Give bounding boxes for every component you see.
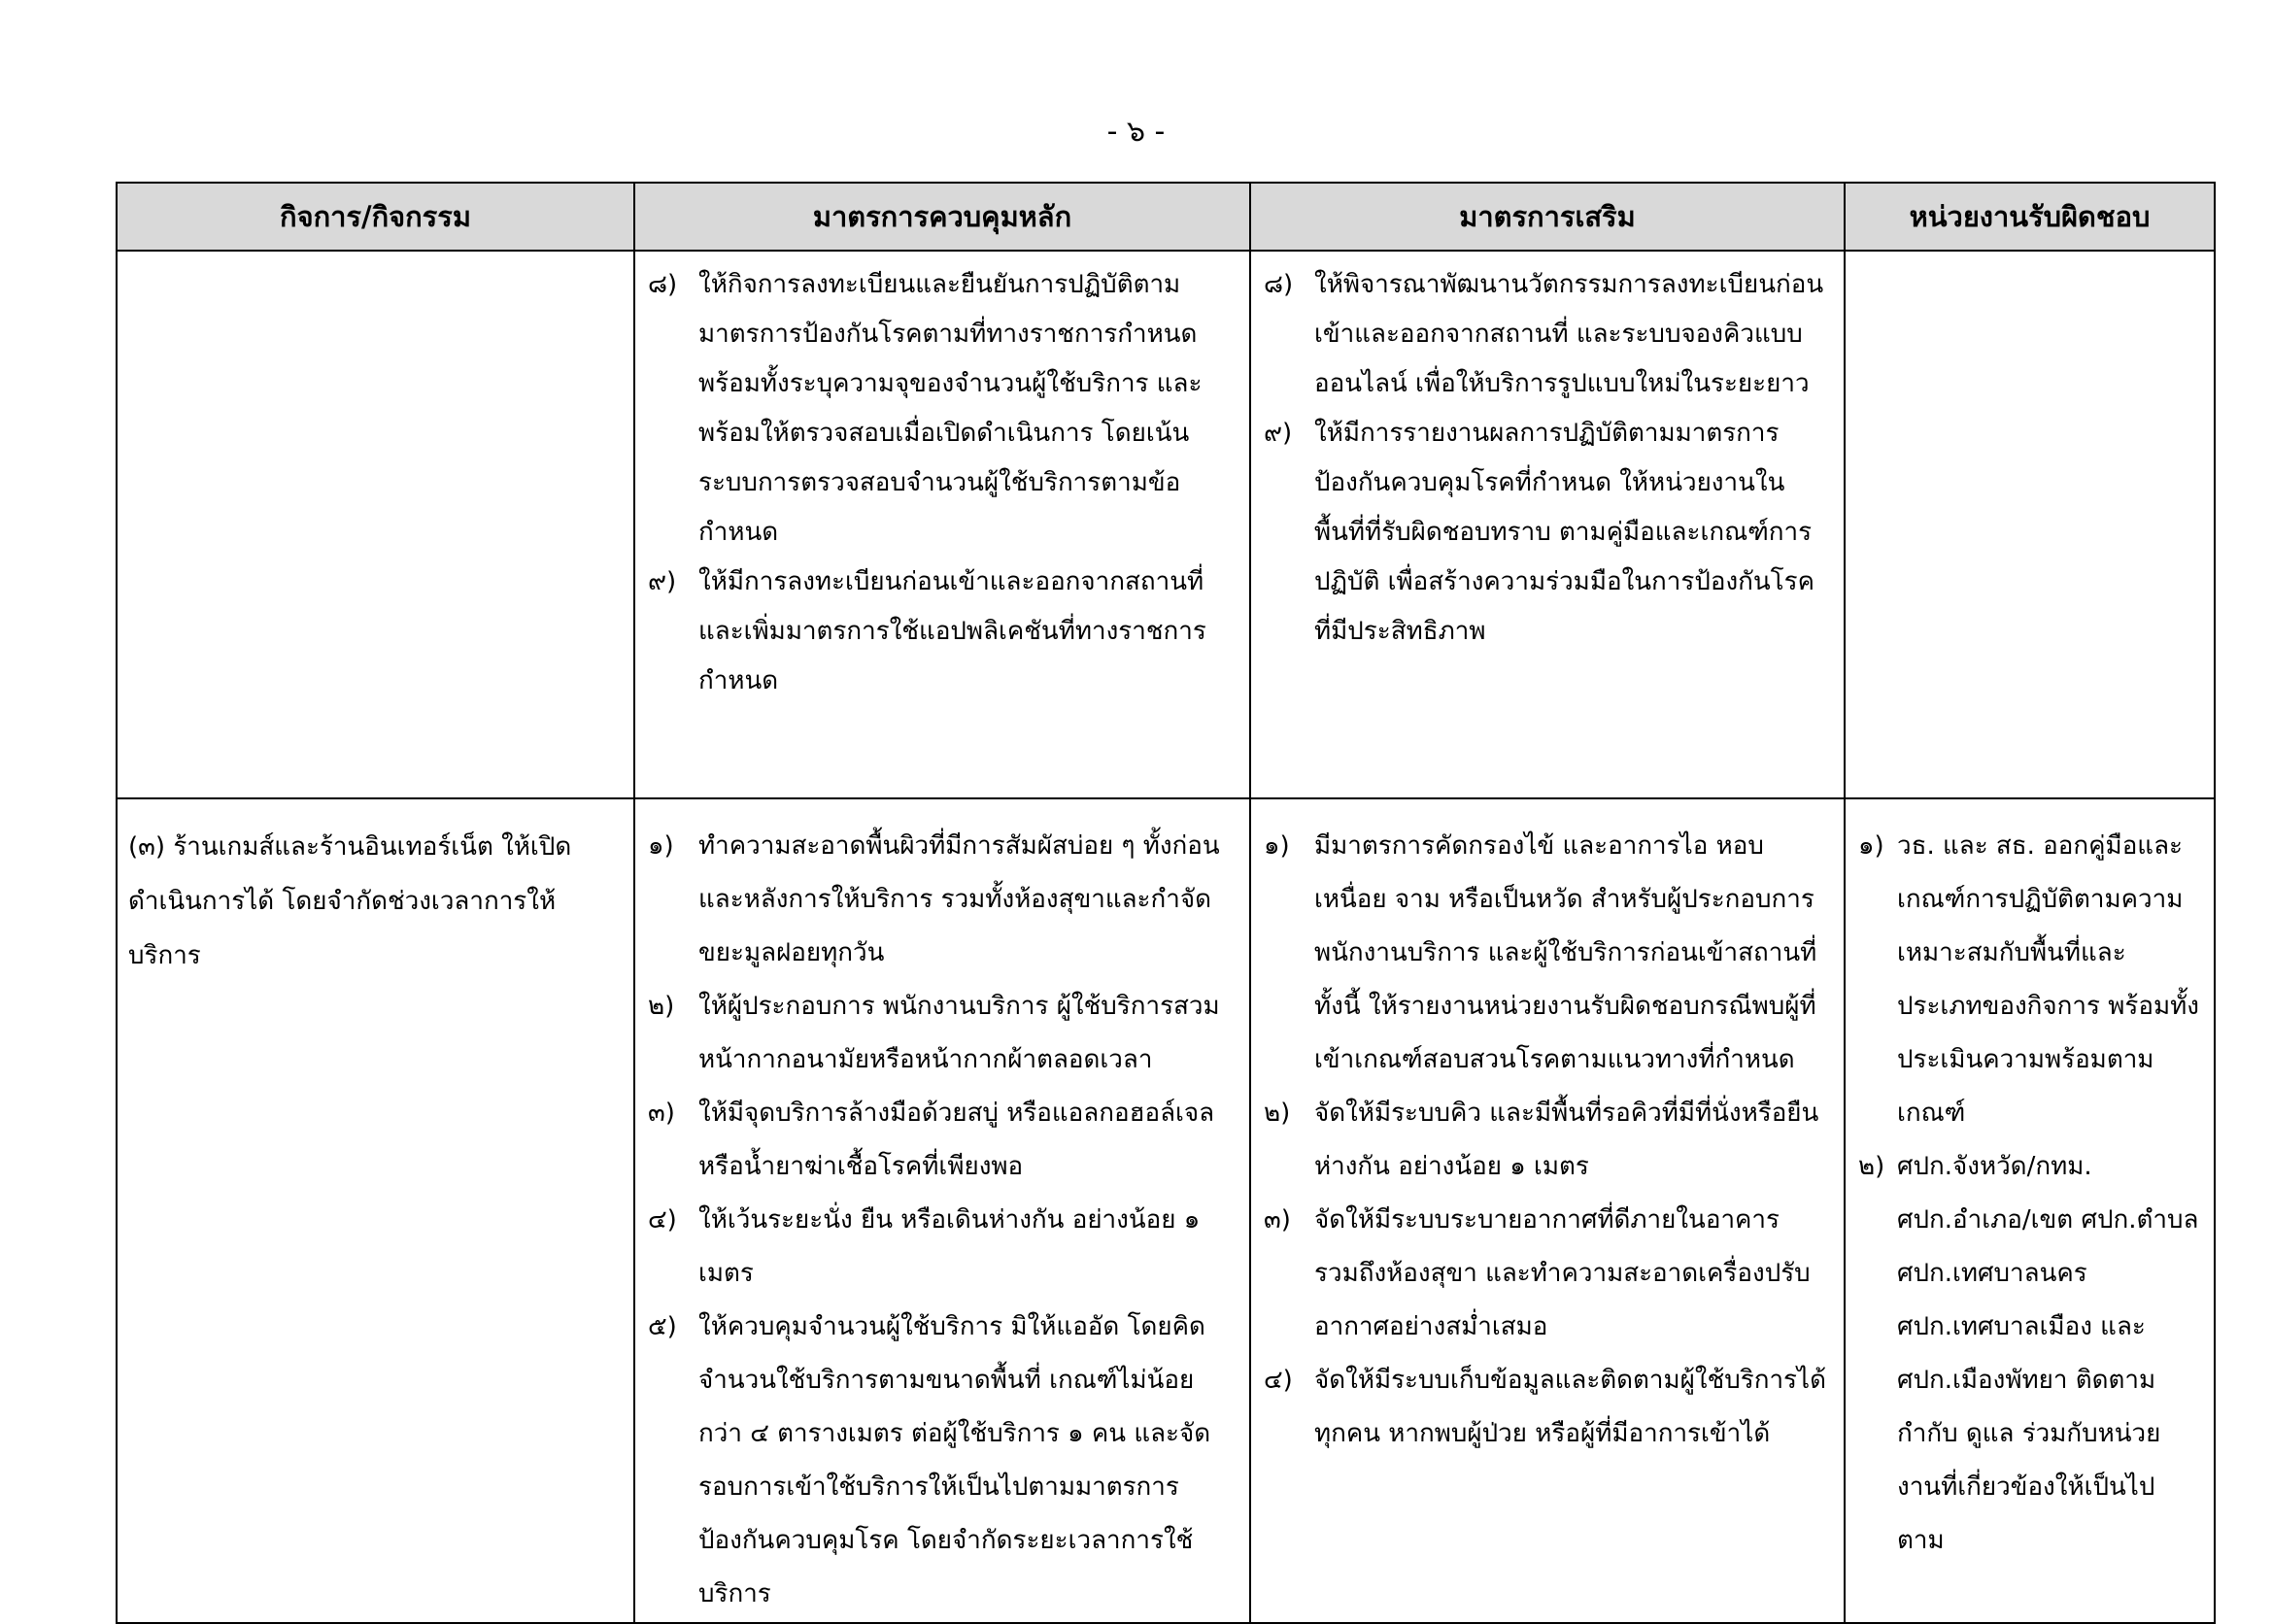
table-row xyxy=(117,798,2215,1623)
activity-text: (๓) ร้านเกมส์และร้านอินเทอร์เน็ต ให้เปิดดำเนินการได้ โดยจำกัดช่วงเวลาการให้บริการ xyxy=(128,832,572,970)
table-row xyxy=(117,251,2215,798)
list-item: ๓) ให้มีจุดบริการล้างมือด้วยสบู่ หรือแอลกอฮอล์เจลหรือน้ำยาฆ่าเชื้อโรคที่เพียงพอ xyxy=(648,1099,1215,1181)
list-item: ๘) ให้พิจารณาพัฒนานวัตกรรมการลงทะเบียนก่อนเข้าและออกจากสถานที่ และระบบจองคิวแบบออนไลน์ เพื่อให้บริการรูปแบบใหม่ในระยะยาว xyxy=(1264,270,1824,398)
list-item: ๒) ศปก.จังหวัด/กทม. ศปก.อำเภอ/เขต ศปก.ตำบล ศปก.เทศบาลนคร ศปก.เทศบาลเมือง และ ศปก.เมืองพัทยา ติดตาม กำกับ ดูแล ร่วมกับหน่วยงานที่เกี่ยวข้องให้เป็นไปตาม xyxy=(1858,1152,2199,1555)
responsible-cell xyxy=(1845,798,2215,1623)
measures-table xyxy=(116,182,2216,1624)
responsible-cell xyxy=(1845,251,2215,798)
list-item: ๓) จัดให้มีระบบระบายอากาศที่ดีภายในอาคาร รวมถึงห้องสุขา และทำความสะอาดเครื่องปรับอากาศอย่างสม่ำเสมอ xyxy=(1264,1205,1811,1341)
activity-cell xyxy=(117,251,634,798)
list-item: ๕) ให้ควบคุมจำนวนผู้ใช้บริการ มิให้แออัด โดยคิดจำนวนใช้บริการตามขนาดพื้นที่ เกณฑ์ไม่น้อยกว่า ๔ ตารางเมตร ต่อผู้ใช้บริการ ๑ คน และจัดรอบการเข้าใช้บริการให้เป็นไปตามมาตรการป้องกันควบคุมโรค โดยจำกัดระยะเวลาการใช้บริการ xyxy=(648,1312,1211,1608)
activity-cell xyxy=(117,798,634,1623)
extra-measures-cell xyxy=(1250,798,1845,1623)
header-activity: กิจการ/กิจกรรม xyxy=(117,183,634,251)
list-item: ๒) จัดให้มีระบบคิว และมีพื้นที่รอคิวที่มีที่นั่งหรือยืนห่างกัน อย่างน้อย ๑ เมตร xyxy=(1264,1099,1819,1181)
header-main-measures: มาตรการควบคุมหลัก xyxy=(634,183,1250,251)
main-measures-cell xyxy=(634,251,1250,798)
header-responsible: หน่วยงานรับผิดชอบ xyxy=(1845,183,2215,251)
page-number: - ๖ - xyxy=(1106,115,1166,149)
list-item: ๑) มีมาตรการคัดกรองไข้ และอาการไอ หอบเหนื่อย จาม หรือเป็นหวัด สำหรับผู้ประกอบการ พนักงานบริการ และผู้ใช้บริการก่อนเข้าสถานที่ ทั้งนี้ ให้รายงานหน่วยงานรับผิดชอบกรณีพบผู้ที่เข้าเกณฑ์สอบสวนโรคตามแนวทางที่กำหนด xyxy=(1264,831,1817,1074)
header-extra-measures: มาตรการเสริม xyxy=(1250,183,1845,251)
list-item: ๑) วธ. และ สธ. ออกคู่มือและเกณฑ์การปฏิบัติตามความเหมาะสมกับพื้นที่และประเภทของกิจการ พร้อมทั้งประเมินความพร้อมตามเกณฑ์ xyxy=(1858,831,2199,1128)
list-item: ๙) ให้มีการลงทะเบียนก่อนเข้าและออกจากสถานที่และเพิ่มมาตรการใช้แอปพลิเคชันที่ทางราชการกำหนด xyxy=(648,567,1206,695)
list-item: ๑) ทำความสะอาดพื้นผิวที่มีการสัมผัสบ่อย ๆ ทั้งก่อนและหลังการให้บริการ รวมทั้งห้องสุขาและกำจัดขยะมูลฝอยทุกวัน xyxy=(648,831,1220,967)
list-item: ๘) ให้กิจการลงทะเบียนและยืนยันการปฏิบัติตามมาตรการป้องกันโรคตามที่ทางราชการกำหนด พร้อมทั้งระบุความจุของจำนวนผู้ใช้บริการ และพร้อมให้ตรวจสอบเมื่อเปิดดำเนินการ โดยเน้นระบบการตรวจสอบจำนวนผู้ใช้บริการตามข้อกำหนด xyxy=(648,270,1203,547)
main-measures-cell xyxy=(634,798,1250,1623)
list-item: ๙) ให้มีการรายงานผลการปฏิบัติตามมาตรการป้องกันควบคุมโรคที่กำหนด ให้หน่วยงานในพื้นที่ที่รับผิดชอบทราบ ตามคู่มือและเกณฑ์การปฏิบัติ เพื่อสร้างความร่วมมือในการป้องกันโรคที่มีประสิทธิภาพ xyxy=(1264,419,1814,646)
table-header-row xyxy=(117,183,2215,251)
list-item: ๔) ให้เว้นระยะนั่ง ยืน หรือเดินห่างกัน อย่างน้อย ๑ เมตร xyxy=(648,1205,1201,1288)
extra-measures-cell xyxy=(1250,251,1845,798)
list-item: ๒) ให้ผู้ประกอบการ พนักงานบริการ ผู้ใช้บริการสวมหน้ากากอนามัยหรือหน้ากากผ้าตลอดเวลา xyxy=(648,992,1220,1074)
list-item: ๔) จัดให้มีระบบเก็บข้อมูลและติดตามผู้ใช้บริการได้ทุกคน หากพบผู้ป่วย หรือผู้ที่มีอาการเข้าได้ xyxy=(1264,1366,1826,1448)
